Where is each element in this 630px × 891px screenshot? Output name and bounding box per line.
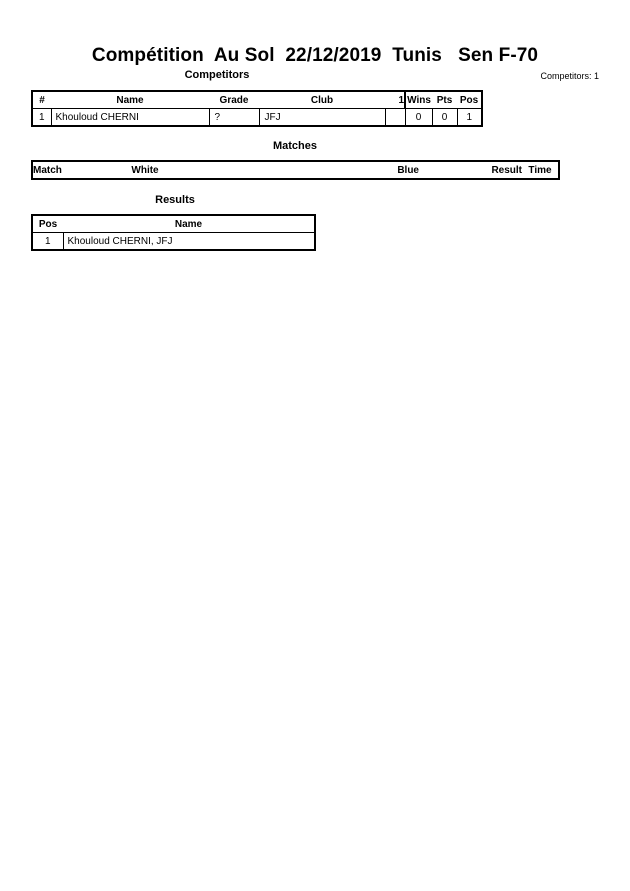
competitor-pos: 1 [457,109,482,127]
competitors-table [31,90,483,127]
competitor-round-1 [385,109,405,127]
table-header-row [32,215,315,233]
competitor-pts: 0 [432,109,457,127]
competitors-heading: Competitors [184,69,250,81]
table-row [32,109,482,127]
table-header-row [32,161,559,179]
result-pos: 1 [32,233,63,251]
competitor-name: Khouloud CHERNI [51,109,209,127]
col-name: Name [116,94,144,106]
col-pos: Pos [459,94,479,106]
col-time: Time [528,164,552,176]
table-header-row [32,91,482,109]
col-round-1: 1 [398,94,404,106]
col-blue: Blue [397,164,419,176]
competitor-grade: ? [209,109,259,127]
col-white: White [131,164,159,176]
result-name: Khouloud CHERNI, JFJ [63,233,315,251]
col-club: Club [310,94,334,106]
matches-heading: Matches [272,140,318,152]
col-match: Match [33,164,62,176]
competitor-number: 1 [32,109,51,127]
competitors-count: Competitors: 1 [540,71,599,81]
matches-table [31,160,560,180]
col-result: Result [491,164,522,176]
col-wins: Wins [405,91,432,109]
col-grade: Grade [219,94,249,106]
table-row [32,233,315,251]
col-pts: Pts [436,94,453,106]
competitor-wins: 0 [405,109,432,127]
results-heading: Results [155,194,195,206]
page-title: Compétition Au Sol 22/12/2019 Tunis Sen F-70 [91,45,539,66]
competitor-club: JFJ [259,109,385,127]
col-name: Name [174,218,203,230]
results-table [31,214,316,251]
col-number: # [39,94,45,106]
col-pos: Pos [38,218,58,230]
